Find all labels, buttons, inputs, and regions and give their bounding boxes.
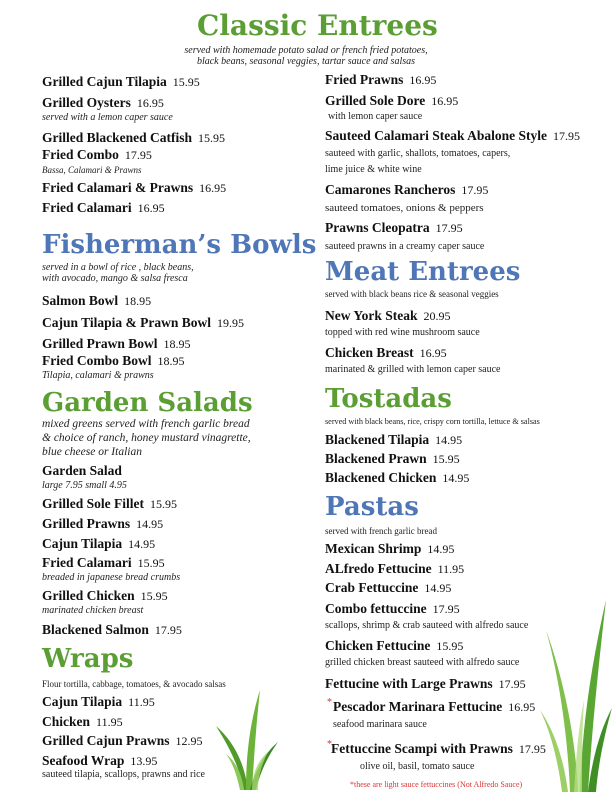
menu-item: Garden Salad <box>42 463 122 478</box>
menu-item: Chicken Breast 16.95 <box>325 345 447 360</box>
item-description: marinated chicken breast <box>42 605 144 616</box>
menu-item: Fried Calamari 16.95 <box>42 200 165 215</box>
menu-item: Fried Combo 17.95 <box>42 147 152 162</box>
menu-item: Grilled Chicken 15.95 <box>42 588 168 603</box>
menu-item: Fettucine with Large Prawns 17.95 <box>325 676 526 691</box>
menu-item: Grilled Prawn Bowl 18.95 <box>42 336 191 351</box>
item-description: large 7.95 small 4.95 <box>42 480 127 491</box>
asterisk-marker: * <box>327 697 332 708</box>
menu-item: Mexican Shrimp 14.95 <box>325 541 455 556</box>
menu-item: Prawns Cleopatra 17.95 <box>325 220 463 235</box>
menu-item: New York Steak 20.95 <box>325 308 451 323</box>
menu-item: Blackened Salmon 17.95 <box>42 622 182 637</box>
menu-item: Cajun Tilapia 11.95 <box>42 694 155 709</box>
menu-item: Fried Calamari 15.95 <box>42 555 165 570</box>
item-description: Bassa, Calamari & Prawns <box>42 165 142 175</box>
menu-item: Blackened Chicken 14.95 <box>325 470 470 485</box>
item-description: scallops, shrimp & crab sauteed with alfredo sauce <box>325 620 529 631</box>
menu-item: Fried Combo Bowl 18.95 <box>42 353 185 368</box>
classic-subtitle-2: black beans, seasonal veggies, tartar sauce and salsas <box>196 56 416 67</box>
menu-item: Crab Fettuccine 14.95 <box>325 580 452 595</box>
menu-item: Grilled Cajun Tilapia 15.95 <box>42 74 200 89</box>
menu-item: Fettuccine Scampi with Prawns 17.95 <box>331 741 546 756</box>
menu-item: Combo fettuccine 17.95 <box>325 601 460 616</box>
item-description: marinated & grilled with lemon caper sauce <box>325 364 501 375</box>
item-description: sauteed tomatoes, onions & peppers <box>325 202 484 214</box>
pastas-subtitle: served with french garlic bread <box>325 526 437 536</box>
salads-subtitle-2: & choice of ranch, honey mustard vinagrette, <box>42 432 251 444</box>
menu-item: Blackened Tilapia 14.95 <box>325 432 463 447</box>
grass-left-icon <box>212 682 280 790</box>
grass-right-icon <box>540 590 612 792</box>
tostadas-subtitle: served with black beans, rice, crispy corn tortilla, lettuce & salsas <box>325 417 540 426</box>
wraps-subtitle: Flour tortilla, cabbage, tomatoes, & avocado salsas <box>42 679 226 689</box>
menu-item: Chicken 11.95 <box>42 714 123 729</box>
item-description: sauteed with garlic, shallots, tomatoes, capers, <box>325 148 511 159</box>
item-description: olive oil, basil, tomato sauce <box>360 761 475 772</box>
item-description: breaded in japanese bread crumbs <box>42 572 181 583</box>
menu-item: Blackened Prawn 15.95 <box>325 451 460 466</box>
tostadas-title: Tostadas <box>325 384 452 414</box>
menu-item: Fried Calamari & Prawns 16.95 <box>42 180 227 195</box>
item-description: with lemon caper sauce <box>328 111 423 122</box>
item-description: served with a lemon caper sauce <box>42 112 173 123</box>
menu-item: Fried Prawns 16.95 <box>325 72 437 87</box>
meat-entrees-title: Meat Entrees <box>325 257 521 287</box>
salads-subtitle-1: mixed greens served with french garlic bread <box>42 418 250 430</box>
wraps-title: Wraps <box>42 644 134 674</box>
menu-item: Seafood Wrap 13.95 <box>42 753 158 768</box>
menu-item: Camarones Rancheros 17.95 <box>325 182 489 197</box>
menu-item: Grilled Sole Fillet 15.95 <box>42 496 177 511</box>
classic-entrees-title: Classic Entrees <box>197 9 438 42</box>
item-description: seafood marinara sauce <box>333 719 427 730</box>
menu-item: Salmon Bowl 18.95 <box>42 293 152 308</box>
menu-item: ALfredo Fettucine 11.95 <box>325 561 465 576</box>
garden-salads-title: Garden Salads <box>42 388 253 418</box>
menu-item: Grilled Blackened Catfish 15.95 <box>42 130 226 145</box>
item-description: sauteed prawns in a creamy caper sauce <box>325 241 485 252</box>
item-description: Tilapia, calamari & prawns <box>42 370 154 381</box>
menu-item: Pescador Marinara Fettucine 16.95 <box>333 699 536 714</box>
menu-item: Grilled Oysters 16.95 <box>42 95 164 110</box>
classic-subtitle-1: served with homemade potato salad or french fried potatoes, <box>184 45 428 56</box>
item-description: topped with red wine mushroom sauce <box>325 327 480 338</box>
item-description: lime juice & white wine <box>325 164 422 175</box>
menu-item: Cajun Tilapia & Prawn Bowl 19.95 <box>42 315 245 330</box>
menu-item: Grilled Cajun Prawns 12.95 <box>42 733 203 748</box>
fishermans-bowls-title: Fisherman’s Bowls <box>42 230 317 260</box>
pastas-title: Pastas <box>325 492 419 522</box>
menu-item: Grilled Prawns 14.95 <box>42 516 164 531</box>
meat-subtitle: served with black beans rice & seasonal veggies <box>325 289 499 299</box>
light-sauce-note: *these are light sauce fettuccines (Not Alfredo Sauce) <box>350 780 523 789</box>
menu-item: Chicken Fettucine 15.95 <box>325 638 464 653</box>
item-description: grilled chicken breast sauteed with alfredo sauce <box>325 657 520 668</box>
salads-subtitle-3: blue cheese or Italian <box>42 446 142 458</box>
asterisk-marker: * <box>327 739 332 750</box>
item-description: sauteed tilapia, scallops, prawns and rice <box>42 769 205 780</box>
menu-item: Cajun Tilapia 14.95 <box>42 536 156 551</box>
bowls-subtitle-2: with avocado, mango & salsa fresca <box>42 273 188 284</box>
menu-item: Grilled Sole Dore 16.95 <box>325 93 459 108</box>
menu-item: Sauteed Calamari Steak Abalone Style 17.95 <box>325 128 581 143</box>
bowls-subtitle-1: served in a bowl of rice , black beans, <box>42 262 194 273</box>
